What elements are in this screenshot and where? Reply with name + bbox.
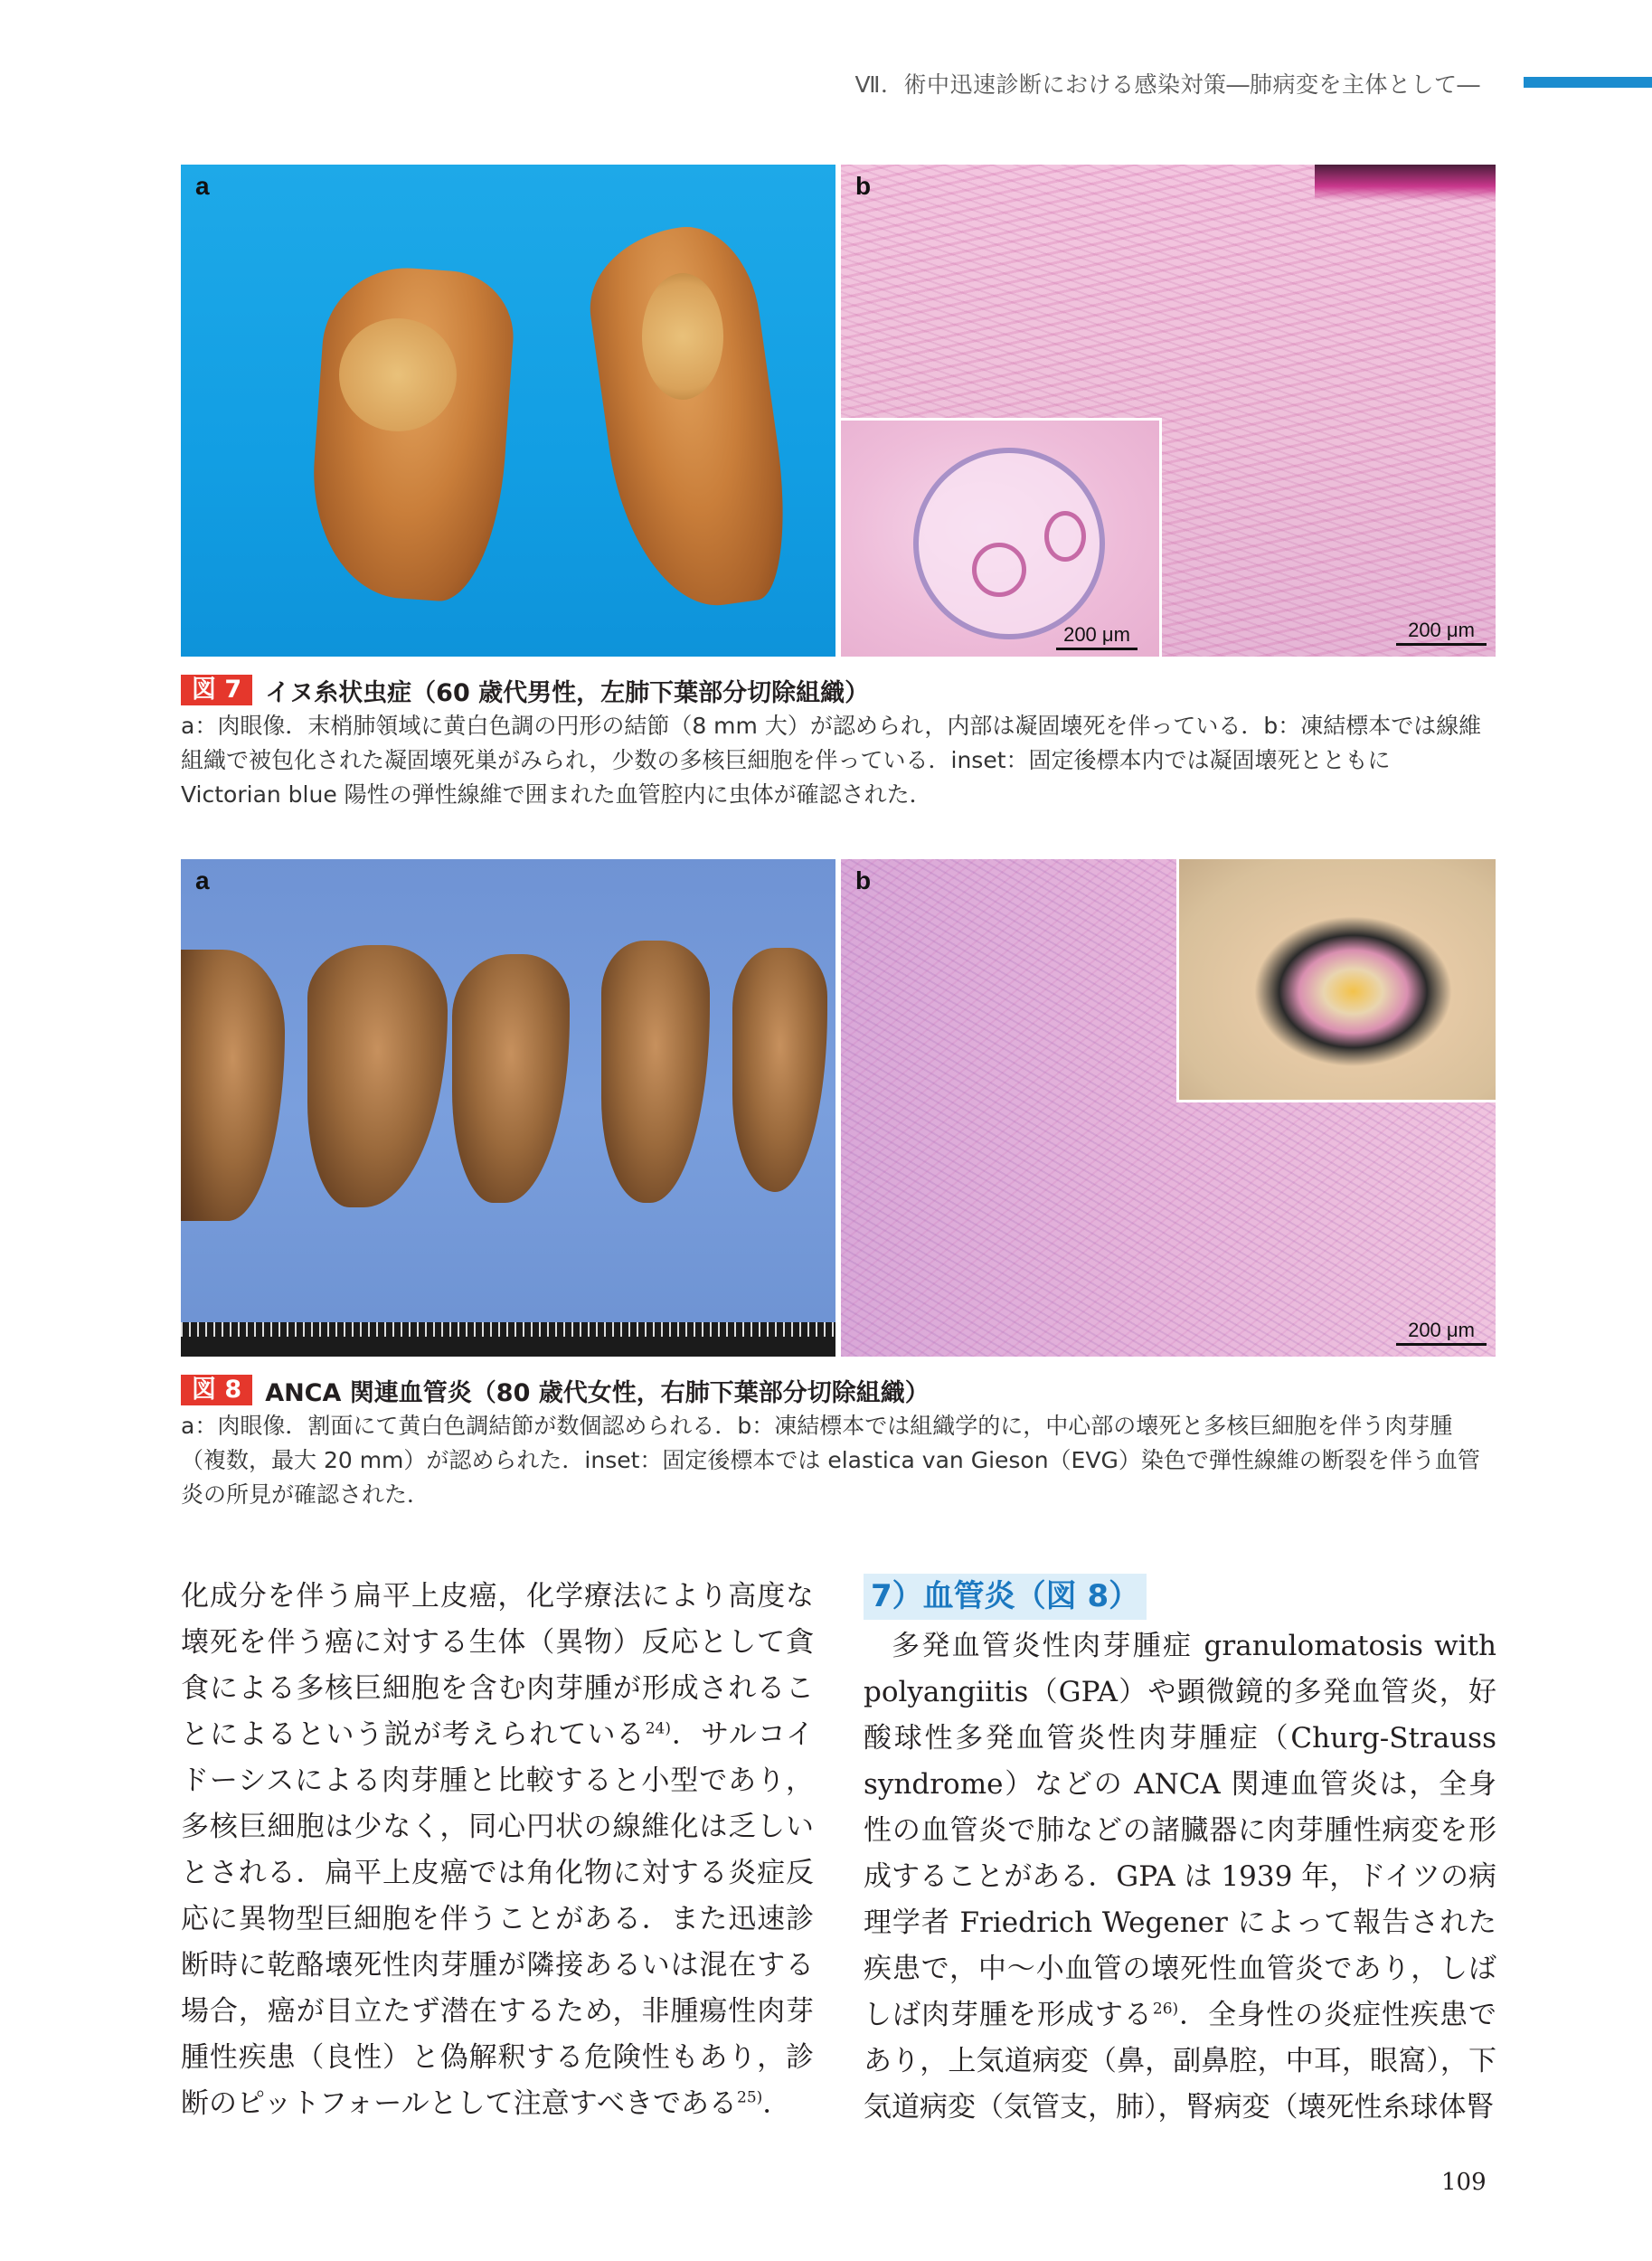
nodule-right — [642, 273, 723, 400]
body-left-column — [181, 1574, 814, 2127]
figure7-title: イヌ糸状虫症（60 歳代男性，左肺下葉部分切除組織） — [265, 678, 870, 707]
figure8-main-scale — [1396, 1319, 1487, 1346]
figure7-label-a: a — [195, 172, 210, 200]
nodule-left — [339, 318, 457, 431]
figure7-panel-b-histology — [841, 165, 1496, 657]
right-paragraph-part1: 多発血管炎性肉芽腫症 granulomatosis with polyangiitis（GPA）や顕微鏡的多発血管炎，好酸球性多発血管炎性肉芽腫症（Churg-Strauss syndrome）などの ANCA 関連血管炎は，全身性の血管炎で肺などの諸臓器に肉芽腫性病変を形成することがある．GPA は 1939 年，ドイツの病理学者 Friedrich Wegener によって報告された疾患で，中〜小血管の壊死性血管炎であり，しばしば肉芽腫を形成する — [864, 1630, 1496, 2031]
scale-bar — [1056, 648, 1138, 650]
right-paragraph-part2: ．全身性の炎症性疾患であり，上気道病変（鼻，副鼻腔，中耳，眼窩），下気道病変（気管支，肺），腎病変（壊死性糸球体腎 — [864, 1999, 1497, 2124]
figure7-panel-a-photo — [181, 165, 835, 657]
figure7-label-b: b — [855, 172, 872, 200]
lung-slice-4 — [601, 941, 710, 1203]
figure8-title-row — [181, 1373, 1496, 1407]
tissue-edge — [1315, 165, 1496, 201]
lung-slice-1 — [181, 950, 285, 1221]
figure8-description: a：肉眼像．割面にて黄白色調結節が数個認められる．b：凍結標本では組織学的に，中心部の壊死と多核巨細胞を伴う肉芽腫（複数，最大 20 mm）が認められた．inset：固定後標本では elastica van Gieson（EVG）染色で弾性線維の断裂を伴う血管炎の所見が確認された． — [181, 1413, 1480, 1508]
figure7-description: a：肉眼像．末梢肺領域に黄白色調の円形の結節（8 mm 大）が認められ，内部は凝固壊死を伴っている．b：凍結標本では線維組織で被包化された凝固壊死巣がみられ，少数の多核巨細胞を伴っている．inset：固定後標本内では凝固壊死とともに Victorian blue 陽性の弾性線維で囲まれた血管腔内に虫体が確認された． — [181, 713, 1482, 808]
figure8-caption — [181, 1373, 1496, 1512]
left-paragraph-end: ． — [762, 2087, 791, 2120]
figure8-inset-evg — [1176, 859, 1496, 1102]
citation-24: 24) — [645, 1719, 671, 1738]
figure8-label-b: b — [855, 866, 872, 894]
figure8-label-a: a — [195, 866, 210, 894]
figure7-inset — [841, 418, 1162, 657]
left-paragraph-part1: 化成分を伴う扁平上皮癌，化学療法により高度な壊死を伴う癌に対する生体（異物）反応として貪食による多核巨細胞を含む肉芽腫が形成されることによるという説が考えられている — [181, 1580, 814, 1751]
citation-25: 25) — [737, 2088, 763, 2107]
figure8-main-scale-label: 200 μm — [1408, 1319, 1475, 1341]
figure7-main-scale-label: 200 μm — [1408, 619, 1475, 641]
scale-bar — [1396, 1343, 1487, 1346]
lung-slice-5 — [732, 948, 827, 1192]
lung-slice-3 — [452, 954, 570, 1203]
page-number: 109 — [1441, 2169, 1487, 2196]
figure8-panel-b-histology — [841, 859, 1496, 1357]
scale-bar — [1396, 643, 1487, 646]
running-header: Ⅶ．術中迅速診断における感染対策―肺病変を主体として― — [854, 71, 1480, 98]
figure8-title: ANCA 関連血管炎（80 歳代女性，右肺下葉部分切除組織） — [265, 1378, 930, 1407]
right-paragraph — [864, 1623, 1496, 2131]
measurement-ruler — [181, 1322, 835, 1357]
body-right-column — [864, 1574, 1496, 2131]
figure7-inset-scale-label: 200 μm — [1063, 623, 1130, 646]
figure7-inset-scale — [1056, 623, 1138, 650]
figure8-panel-a-photo — [181, 859, 835, 1357]
lung-slice-2 — [307, 945, 448, 1207]
section-heading-vasculitis: 7）血管炎（図 8） — [864, 1574, 1147, 1620]
worm-section-1 — [972, 543, 1026, 597]
figure7-caption — [181, 673, 1496, 812]
citation-26: 26) — [1152, 2000, 1179, 2019]
header-accent-bar — [1524, 77, 1652, 88]
figure8-badge: 図 8 — [181, 1375, 252, 1405]
worm-section-2 — [1044, 511, 1086, 562]
figure7-title-row — [181, 673, 1496, 707]
figure7-main-scale — [1396, 619, 1487, 646]
specimen-left — [306, 262, 518, 605]
figure7-badge: 図 7 — [181, 675, 252, 705]
left-paragraph-part2: ．サルコイドーシスによる肉芽腫と比較すると小型であり，多核巨細胞は少なく，同心円状の線維化は乏しいとされる．扁平上皮癌では角化物に対する炎症反応に異物型巨細胞を伴うことがある．また迅速診断時に乾酪壊死性肉芽腫が隣接あるいは混在する場合，癌が目立たず潜在するため，非腫瘍性肉芽腫性疾患（良性）と偽解釈する危険性もあり，診断のピットフォールとして注意すべきである — [181, 1718, 814, 2120]
